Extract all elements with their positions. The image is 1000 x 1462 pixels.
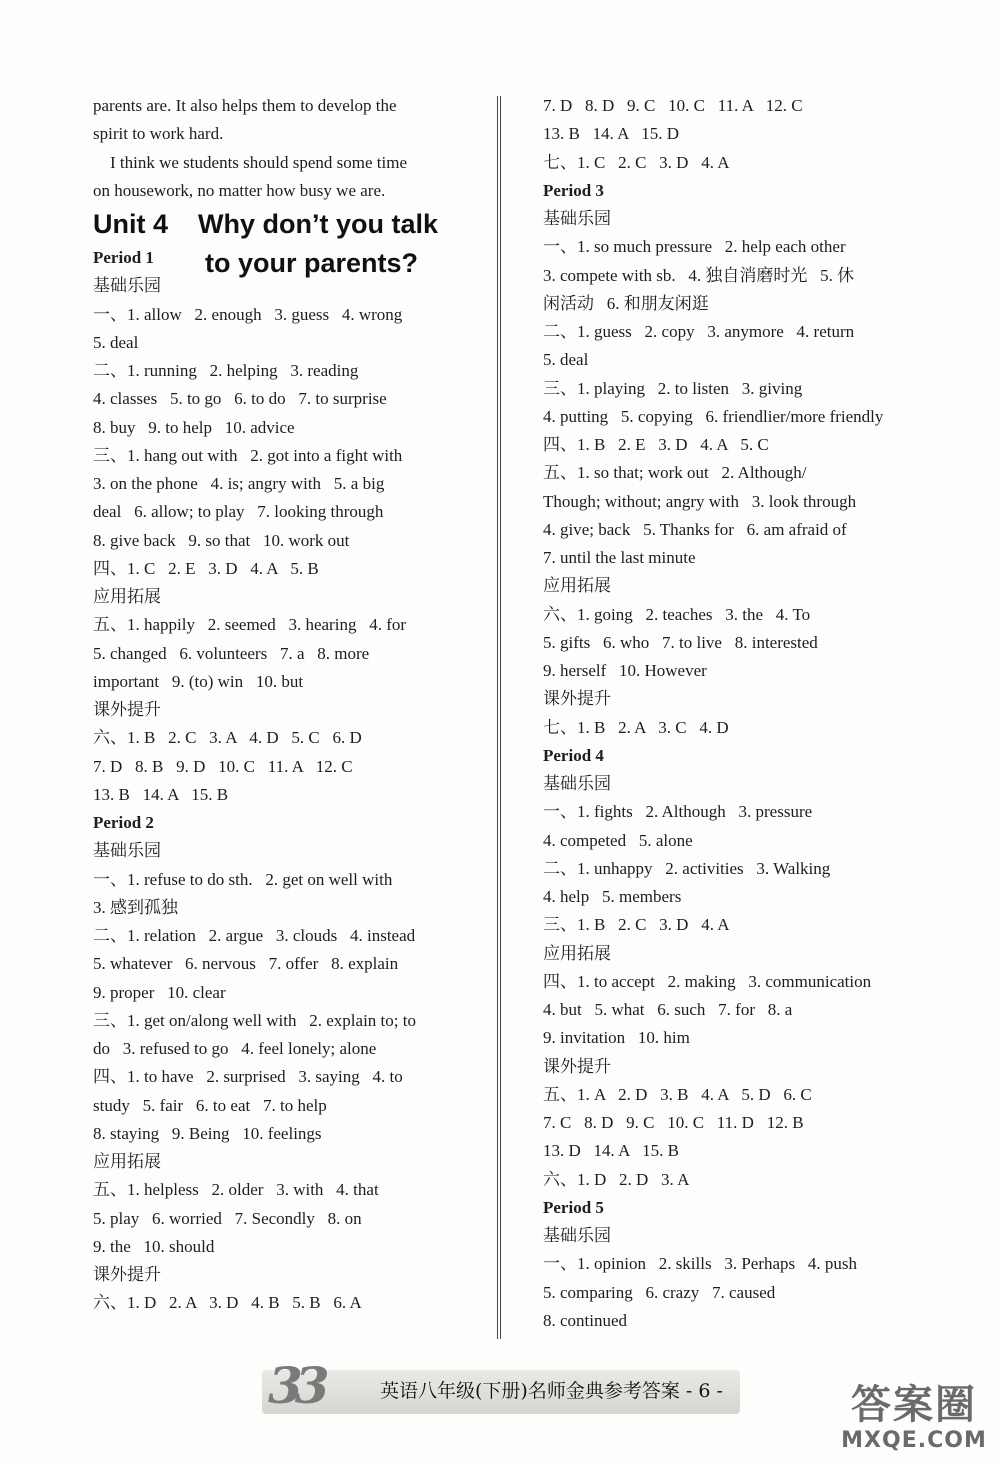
answer-line: 六、1. D 2. A 3. D 4. B 5. B 6. A — [93, 1293, 362, 1313]
answer-line: 课外提升 — [93, 1265, 161, 1284]
column-divider — [497, 96, 501, 1339]
answer-line: 三、1. playing 2. to listen 3. giving — [543, 378, 803, 398]
answer-line: 4. competed 5. alone — [543, 830, 693, 850]
answer-line: 5. play 6. worried 7. Secondly 8. on — [93, 1208, 362, 1228]
answer-line: 5. changed 6. volunteers 7. a 8. more — [93, 643, 370, 663]
answer-line: 基础乐园 — [93, 276, 161, 296]
answer-line: 7. until the last minute — [543, 548, 696, 567]
answer-line: 课外提升 — [543, 689, 611, 709]
answer-line: 基础乐园 — [543, 774, 611, 793]
intro-line: spirit to work hard. — [93, 124, 224, 144]
answer-line: 五、1. so that; work out 2. Although/ — [543, 463, 807, 483]
answer-line: 13. B 14. A 15. B — [93, 784, 229, 804]
answer-line: 七、1. C 2. C 3. D 4. A — [543, 152, 730, 172]
answer-line: 一、1. allow 2. enough 3. guess 4. wrong — [93, 304, 403, 324]
watermark — [830, 1382, 998, 1460]
answer-line: 一、1. refuse to do sth. 2. get on well with — [93, 869, 393, 889]
answer-line: 应用拓展 — [543, 943, 611, 963]
answer-line: 四、1. to have 2. surprised 3. saying 4. to — [93, 1067, 403, 1087]
answer-line: 三、1. hang out with 2. got into a fight with — [93, 445, 403, 465]
answer-line: 3. 感到孤独 — [93, 897, 178, 917]
answer-line: 4. classes 5. to go 6. to do 7. to surprise — [93, 389, 387, 409]
answer-line: 13. B 14. A 15. D — [543, 124, 680, 144]
answer-line: 闲活动 6. 和朋友闲逛 — [543, 293, 709, 313]
answer-line: 应用拓展 — [93, 587, 161, 606]
answer-line: 9. the 10. should — [93, 1236, 215, 1256]
answer-line: 4. help 5. members — [543, 887, 682, 906]
answer-line: 5. deal — [543, 350, 589, 370]
intro-line: I think we students should spend some time — [93, 152, 408, 172]
answer-line: 六、1. D 2. D 3. A — [543, 1169, 690, 1189]
answer-line: 五、1. helpless 2. older 3. with 4. that — [93, 1180, 379, 1200]
answer-line: 4. putting 5. copying 6. friendlier/more friendly — [543, 406, 884, 426]
answer-line: Period 2 — [93, 813, 154, 832]
unit-title-line-1: Unit 4 Why don’t you talk — [93, 209, 439, 239]
answer-line: 5. deal — [93, 332, 139, 352]
answer-line: 课外提升 — [93, 700, 161, 719]
footer-logo: 33 — [268, 1356, 322, 1415]
answer-line: 应用拓展 — [543, 576, 611, 596]
answer-line: 基础乐园 — [543, 1226, 611, 1245]
answer-line: 六、1. B 2. C 3. A 4. D 5. C 6. D — [93, 728, 362, 748]
answer-line: 基础乐园 — [93, 841, 161, 861]
answer-line: Though; without; angry with 3. look through — [543, 491, 857, 511]
right-column — [543, 92, 915, 1335]
right-answer-lines — [543, 92, 915, 1335]
left-answer-lines — [93, 244, 465, 1318]
answer-line: 四、1. to accept 2. making 3. communication — [543, 971, 872, 991]
answer-line: 三、1. get on/along well with 2. explain to; to — [93, 1010, 416, 1030]
answer-line: 应用拓展 — [93, 1152, 161, 1171]
intro-line: on housework, no matter how busy we are. — [93, 180, 386, 200]
answer-line: 五、1. A 2. D 3. B 4. A 5. D 6. C — [543, 1084, 812, 1104]
answer-line: 8. buy 9. to help 10. advice — [93, 417, 295, 437]
answer-line: 四、1. B 2. E 3. D 4. A 5. C — [543, 435, 769, 454]
answer-line: 3. on the phone 4. is; angry with 5. a big — [93, 474, 385, 493]
intro-paragraph — [93, 92, 465, 205]
answer-line: 二、1. relation 2. argue 3. clouds 4. instead — [93, 926, 416, 945]
answer-line: 7. D 8. D 9. C 10. C 11. A 12. C — [543, 96, 803, 115]
answer-line: Period 3 — [543, 180, 604, 200]
answer-line: 六、1. going 2. teaches 3. the 4. To — [543, 604, 811, 624]
answer-line: 二、1. running 2. helping 3. reading — [93, 361, 359, 380]
watermark-logo-text: 答案圈 — [851, 1382, 977, 1428]
answer-line: 4. give; back 5. Thanks for 6. am afraid of — [543, 519, 847, 539]
answer-line: 7. C 8. D 9. C 10. C 11. D 12. B — [543, 1113, 804, 1132]
answer-line: 五、1. happily 2. seemed 3. hearing 4. for — [93, 615, 407, 635]
answer-line: 8. continued — [543, 1310, 628, 1330]
answer-line: 5. comparing 6. crazy 7. caused — [543, 1282, 776, 1302]
answer-line: 8. staying 9. Being 10. feelings — [93, 1123, 322, 1143]
answer-line: 9. invitation 10. him — [543, 1028, 690, 1048]
footer-caption: 英语八年级(下册)名师金典参考答案 - 6 - — [380, 1380, 723, 1402]
watermark-url: MXQE.COM — [841, 1428, 987, 1453]
answer-line: 一、1. opinion 2. skills 3. Perhaps 4. push — [543, 1254, 858, 1274]
answer-line: 9. herself 10. However — [543, 661, 707, 680]
answer-line: Period 1 — [93, 248, 154, 267]
answer-line: 一、1. fights 2. Although 3. pressure — [543, 802, 813, 822]
answer-line: 课外提升 — [543, 1056, 611, 1076]
answer-line: 二、1. unhappy 2. activities 3. Walking — [543, 858, 831, 878]
answer-line: do 3. refused to go 4. feel lonely; alone — [93, 1039, 377, 1058]
intro-line: parents are. It also helps them to develop the — [93, 96, 397, 115]
answer-line: Period 5 — [543, 1197, 604, 1217]
answer-line: 二、1. guess 2. copy 3. anymore 4. return — [543, 322, 855, 341]
answer-line: study 5. fair 6. to eat 7. to help — [93, 1095, 327, 1115]
answer-line: 5. gifts 6. who 7. to live 8. interested — [543, 632, 818, 652]
answer-line: 5. whatever 6. nervous 7. offer 8. explain — [93, 954, 399, 974]
answer-line: important 9. (to) win 10. but — [93, 671, 304, 691]
answer-line: 四、1. C 2. E 3. D 4. A 5. B — [93, 558, 319, 578]
answer-line: 4. but 5. what 6. such 7. for 8. a — [543, 1000, 793, 1019]
answer-line: deal 6. allow; to play 7. looking through — [93, 502, 384, 522]
answer-line: 9. proper 10. clear — [93, 982, 226, 1002]
answer-line: 七、1. B 2. A 3. C 4. D — [543, 717, 729, 737]
unit-title-line-2: to your parents? — [205, 248, 419, 278]
answer-line: 3. compete with sb. 4. 独自消磨时光 5. 休 — [543, 265, 855, 285]
answer-line: 13. D 14. A 15. B — [543, 1141, 680, 1161]
left-column — [93, 92, 465, 1318]
answer-line: 三、1. B 2. C 3. D 4. A — [543, 915, 730, 935]
answer-line: 一、1. so much pressure 2. help each other — [543, 237, 846, 257]
answer-line: Period 4 — [543, 745, 604, 765]
answer-line: 7. D 8. B 9. D 10. C 11. A 12. C — [93, 756, 353, 776]
answer-line: 8. give back 9. so that 10. work out — [93, 530, 350, 550]
answer-line: 基础乐园 — [543, 209, 611, 228]
